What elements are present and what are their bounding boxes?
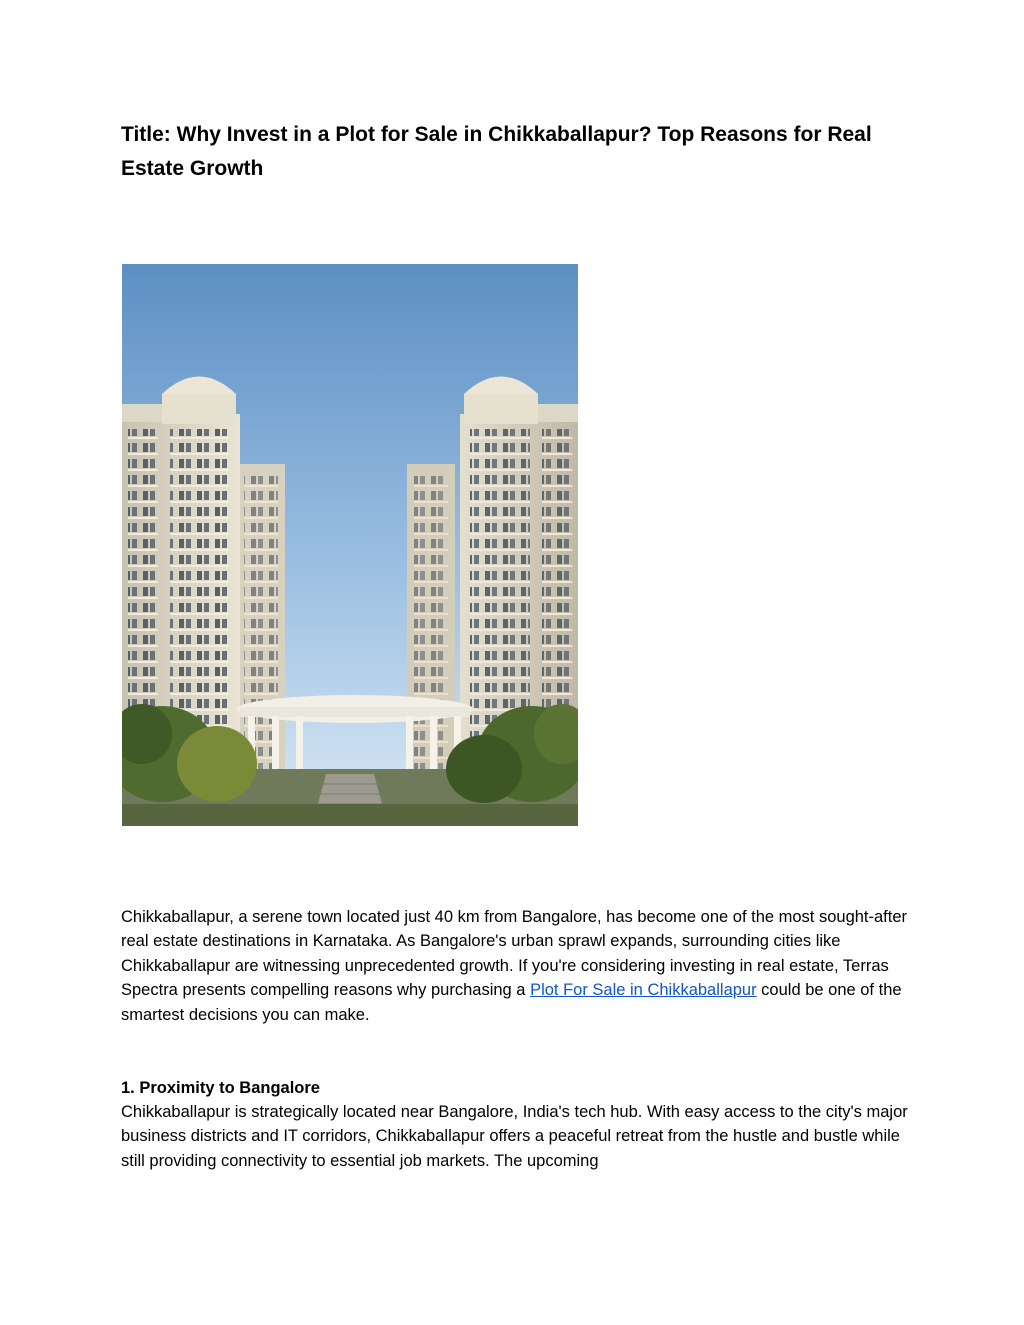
section-heading-proximity: 1. Proximity to Bangalore — [121, 1079, 320, 1097]
section-body-proximity: Chikkaballapur is strategically located near Bangalore, India's tech hub. With easy access to the city's major business districts and IT corridors, Chikkaballapur offers a peaceful retreat from the hustle and bustle while still providing connectivity to essential job markets. The upcoming — [121, 1103, 908, 1170]
intro-text-after-link: could be one of the smartest decisions you can make. — [121, 981, 902, 1024]
intro-text-before-link: Chikkaballapur, a serene town located just 40 km from Bangalore, has become one of the most sought-after real estate destinations in Karnataka. As Bangalore's urban sprawl expands, surrounding cities like Chikkaballapur are witnessing unprecedented growth. If you're considering investing in real estate, Terras Spectra presents compelling reasons why purchasing a — [121, 908, 908, 1000]
intro-paragraph — [121, 905, 911, 1027]
hero-image — [122, 264, 578, 826]
plot-for-sale-link[interactable]: Plot For Sale in Chikkaballapur — [530, 981, 757, 1000]
document-title: Title: Why Invest in a Plot for Sale in Chikkaballapur? Top Reasons for Real Estate Growth — [121, 123, 872, 180]
